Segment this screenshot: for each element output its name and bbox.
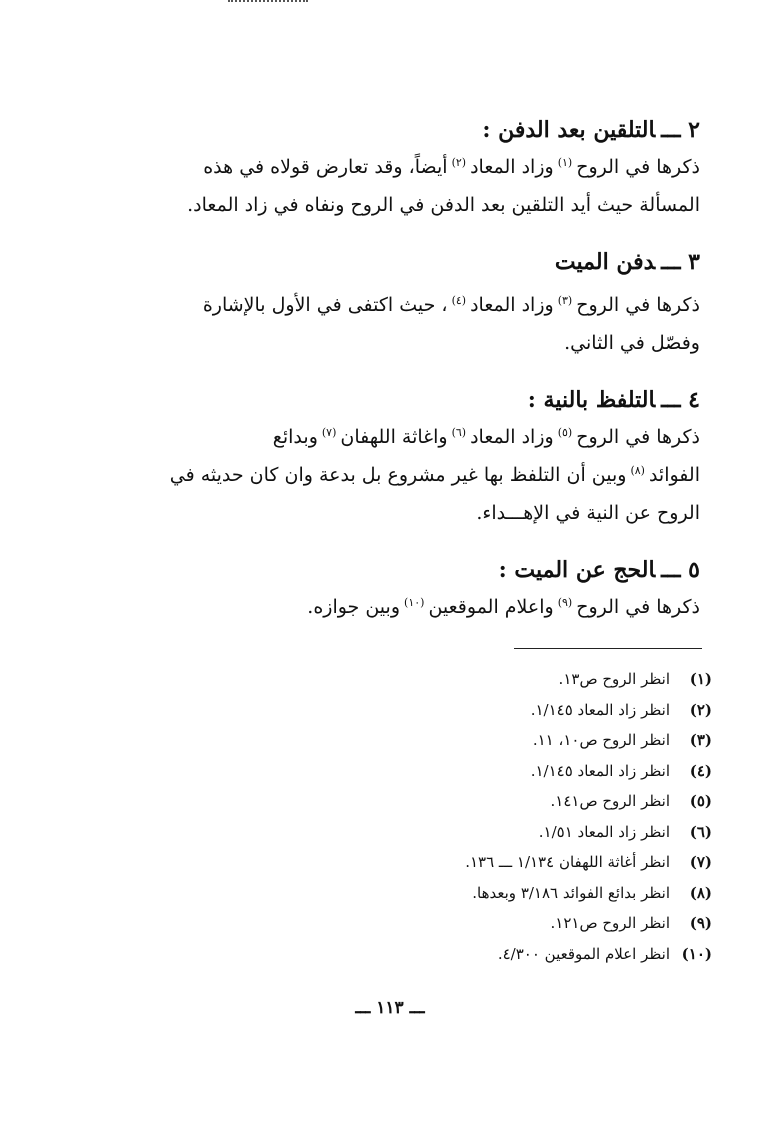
footnote-ref: (٧) [321, 425, 337, 439]
text-run: وبين جوازه. [307, 596, 401, 618]
footnote-text: انظر أغاثة اللهفان ١/١٣٤ ـــ ١٣٦. [465, 853, 670, 871]
footnote-ref: (٢) [451, 155, 467, 169]
footnote-item [300, 939, 712, 970]
text-run: ذكرها في الروح [576, 156, 700, 178]
section-title: التلقين بعد الدفن : [482, 117, 656, 143]
footnote-ref: (٩) [557, 595, 573, 609]
text-run: وزاد المعاد [470, 426, 554, 448]
section-number: ٢ ـــ [661, 117, 700, 143]
text-run: وفصّل في الثاني. [564, 332, 700, 354]
section-heading [108, 244, 700, 280]
section-title: التلفظ بالنية : [527, 387, 656, 413]
footnote-item [300, 725, 712, 756]
section-heading [108, 382, 700, 418]
footnote-text: انظر زاد المعاد ١/٥١. [538, 822, 670, 841]
footnote-ref: (٤) [451, 293, 467, 307]
footnote-item [300, 817, 712, 848]
footnote-item [300, 664, 712, 695]
footnote-number: (٤) [689, 761, 712, 780]
footnote-text: انظر اعلام الموقعين ٤/٣٠٠. [497, 944, 670, 963]
footnote-text: انظر زاد المعاد ١/١٤٥. [530, 761, 670, 780]
section-number: ٥ ـــ [661, 557, 700, 583]
text-run: الروح عن النية في الإهـــداء. [476, 502, 700, 524]
footnote-number: (١) [689, 670, 712, 688]
section-talaffuz [108, 382, 700, 532]
section-talqin [108, 112, 700, 224]
text-run: ذكرها في الروح [576, 596, 700, 618]
paragraph-line [108, 286, 700, 324]
footnote-number: (٩) [689, 914, 712, 932]
text-run: ، حيث اكتفى في الأول بالإشارة [202, 294, 448, 316]
paragraph-line [108, 324, 700, 362]
footnote-item [300, 786, 712, 817]
footnote-ref: (٥) [557, 425, 573, 439]
footnote-text: انظر زاد المعاد ١/١٤٥. [530, 700, 670, 719]
footnote-divider [514, 648, 702, 649]
footnote-text: انظر الروح ص١٣. [558, 670, 670, 688]
paragraph-line [108, 456, 700, 494]
paragraph-line [108, 418, 700, 456]
section-title: دفن الميت [554, 249, 656, 275]
footnote-ref: (٣) [557, 293, 573, 307]
section-dafn [108, 244, 700, 362]
footnote-number: (٧) [689, 853, 712, 871]
section-title: الحج عن الميت : [498, 557, 656, 583]
footnote-item [300, 695, 712, 726]
footnote-text: انظر بدائع الفوائد ٣/١٨٦ وبعدها. [472, 883, 670, 902]
footnote-number: (٣) [689, 731, 712, 749]
footnotes-list [300, 664, 712, 969]
text-run: وزاد المعاد [470, 294, 554, 316]
top-dotted-mark [228, 0, 308, 2]
main-text [108, 112, 700, 646]
page-number: ـــ ١١٣ ـــ [355, 998, 425, 1018]
footnote-item [300, 908, 712, 939]
section-heading [108, 112, 700, 148]
footnote-ref: (٦) [451, 425, 467, 439]
text-run: وبين أن التلفظ بها غير مشروع بل بدعة وان كان حديثه في [169, 464, 627, 486]
text-run: المسألة حيث أيد التلقين بعد الدفن في الروح ونفاه في زاد المعاد. [187, 194, 700, 216]
footnote-text: انظر الروح ص١٤١. [550, 792, 670, 810]
section-heading [108, 552, 700, 588]
footnote-number: (٢) [689, 700, 712, 719]
paragraph-line [108, 148, 700, 186]
text-run: واغاثة اللهفان [340, 426, 448, 448]
footnote-number: (٦) [689, 822, 712, 841]
footnote-text: انظر الروح ص١٢١. [550, 914, 670, 932]
text-run: ذكرها في الروح [576, 426, 700, 448]
footnote-text: انظر الروح ص١٠، ١١. [532, 731, 670, 749]
footnote-ref: (٨) [630, 463, 645, 477]
text-run: وبدائع [272, 426, 318, 448]
text-run: وزاد المعاد [470, 156, 554, 178]
footnote-number: (١٠) [681, 944, 712, 963]
footnote-ref: (١٠) [404, 595, 425, 609]
footnote-item [300, 878, 712, 909]
text-run: ذكرها في الروح [576, 294, 700, 316]
section-number: ٤ ـــ [661, 387, 700, 413]
footnote-ref: (١) [557, 155, 573, 169]
text-run: أيضاً، وقد تعارض قولاه في هذه [203, 156, 448, 178]
text-run: الفوائد [648, 464, 700, 486]
footnote-item [300, 756, 712, 787]
paragraph-line [108, 588, 700, 626]
footnote-number: (٥) [689, 792, 712, 810]
footnote-number: (٨) [689, 883, 712, 902]
footnote-item [300, 847, 712, 878]
text-run: واعلام الموقعين [428, 596, 554, 618]
paragraph-line [108, 494, 700, 532]
section-hajj [108, 552, 700, 626]
section-number: ٣ ـــ [661, 249, 700, 275]
paragraph-line [108, 186, 700, 224]
